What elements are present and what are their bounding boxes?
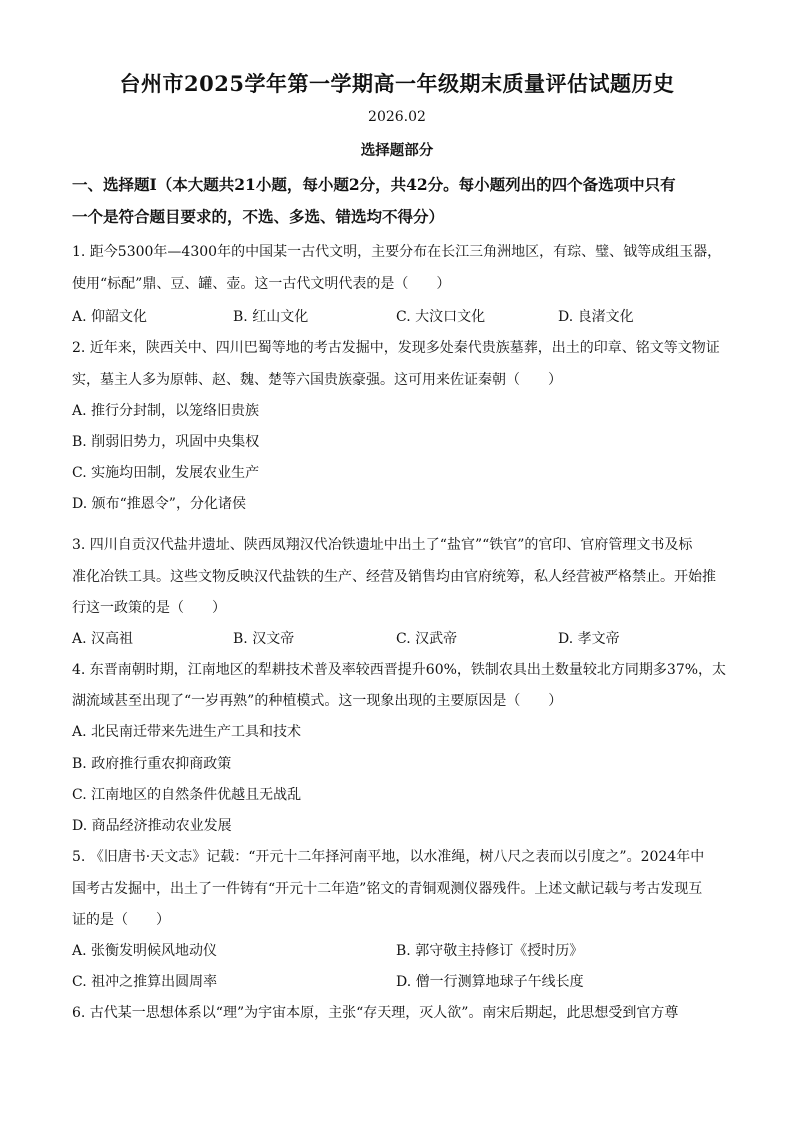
question-4-option-a: A. 北民南迁带来先进生产工具和技术 xyxy=(72,724,302,740)
question-2-option-d: D. 颁布“推恩令”，分化诸侯 xyxy=(72,496,246,512)
question-2-option-a: A. 推行分封制，以笼络旧贵族 xyxy=(72,403,260,419)
question-3-option-c: C. 汉武帝 xyxy=(396,631,458,647)
question-3-option-a: A. 汉高祖 xyxy=(72,631,134,647)
question-2-stem-line-2: 实，墓主人多为原韩、赵、魏、楚等六国贵族豪强。这可用来佐证秦朝（ ） xyxy=(72,372,562,388)
question-6-stem-line-1: 6. 古代某一思想体系以“理”为宇宙本原，主张“存天理，灭人欲”。南宋后期起，此思想受到官方尊 xyxy=(72,1005,679,1021)
question-1-option-b: B. 红山文化 xyxy=(233,309,309,325)
question-5-option-c: C. 祖冲之推算出圆周率 xyxy=(72,974,218,990)
question-1-stem-line-1: 1. 距今5300年—4300年的中国某一古代文明，主要分布在长江三角洲地区，有琮、璧、钺等成组玉器， xyxy=(72,244,722,260)
question-5-stem-line-2: 国考古发掘中，出土了一件铸有“开元十二年造”铭文的青铜观测仪器残件。上述文献记载与考古发现互 xyxy=(72,881,703,897)
part-heading: 选择题部分 xyxy=(360,142,434,159)
question-2-option-c: C. 实施均田制，发展农业生产 xyxy=(72,465,260,481)
question-1-option-c: C. 大汶口文化 xyxy=(396,309,486,325)
question-4-option-d: D. 商品经济推动农业发展 xyxy=(72,818,232,834)
question-3-stem-line-1: 3. 四川自贡汉代盐井遗址、陕西凤翔汉代冶铁遗址中出土了“盐官”“铁官”的官印、官府管理文书及标 xyxy=(72,537,693,553)
question-4-stem-line-2: 湖流域甚至出现了“一岁再熟”的种植模式。这一现象出现的主要原因是（ ） xyxy=(72,693,563,709)
question-2-option-b: B. 削弱旧势力，巩固中央集权 xyxy=(72,434,260,450)
section-heading-line-1: 一、选择题Ⅰ（本大题共21小题，每小题2分，共42分。每小题列出的四个备选项中只有 xyxy=(72,175,676,194)
section-heading-line-2: 一个是符合题目要求的，不选、多选、错选均不得分） xyxy=(72,207,445,226)
question-3-option-d: D. 孝文帝 xyxy=(558,631,620,647)
question-4-stem-line-1: 4. 东晋南朝时期，江南地区的犁耕技术普及率较西晋提升60%，铁制农具出土数量较北方同期多37%，太 xyxy=(72,662,727,678)
question-2-stem-line-1: 2. 近年来，陕西关中、四川巴蜀等地的考古发掘中，发现多处秦代贵族墓葬，出土的印章、铭文等文物证 xyxy=(72,340,720,356)
question-4-option-c: C. 江南地区的自然条件优越且无战乱 xyxy=(72,787,302,803)
question-5-option-a: A. 张衡发明候风地动仪 xyxy=(72,943,218,959)
question-3-stem-line-3: 行这一政策的是（ ） xyxy=(72,600,226,616)
question-3-option-b: B. 汉文帝 xyxy=(233,631,295,647)
question-1-option-a: A. 仰韶文化 xyxy=(72,309,148,325)
question-5-stem-line-3: 证的是（ ） xyxy=(72,912,170,928)
exam-date: 2026.02 xyxy=(368,109,426,125)
section-heading xyxy=(72,169,732,233)
question-1-option-d: D. 良渚文化 xyxy=(558,309,634,325)
exam-title: 台州市2025学年第一学期高一年级期末质量评估试题历史 xyxy=(119,71,675,96)
question-5-stem-line-1: 5. 《旧唐书·天文志》记载：“开元十二年择河南平地，以水准绳，树八尺之表而以引度之”。2024年中 xyxy=(72,849,705,865)
question-4-option-b: B. 政府推行重农抑商政策 xyxy=(72,756,232,772)
question-3-stem-line-2: 准化冶铁工具。这些文物反映汉代盐铁的生产、经营及销售均由官府统筹，私人经营被严格禁止。开始推 xyxy=(72,569,716,585)
question-1-stem-line-2: 使用“标配”鼎、豆、罐、壶。这一古代文明代表的是（ ） xyxy=(72,276,451,292)
question-5-option-d: D. 僧一行测算地球子午线长度 xyxy=(396,974,584,990)
question-5-option-b: B. 郭守敬主持修订《授时历》 xyxy=(396,943,584,959)
